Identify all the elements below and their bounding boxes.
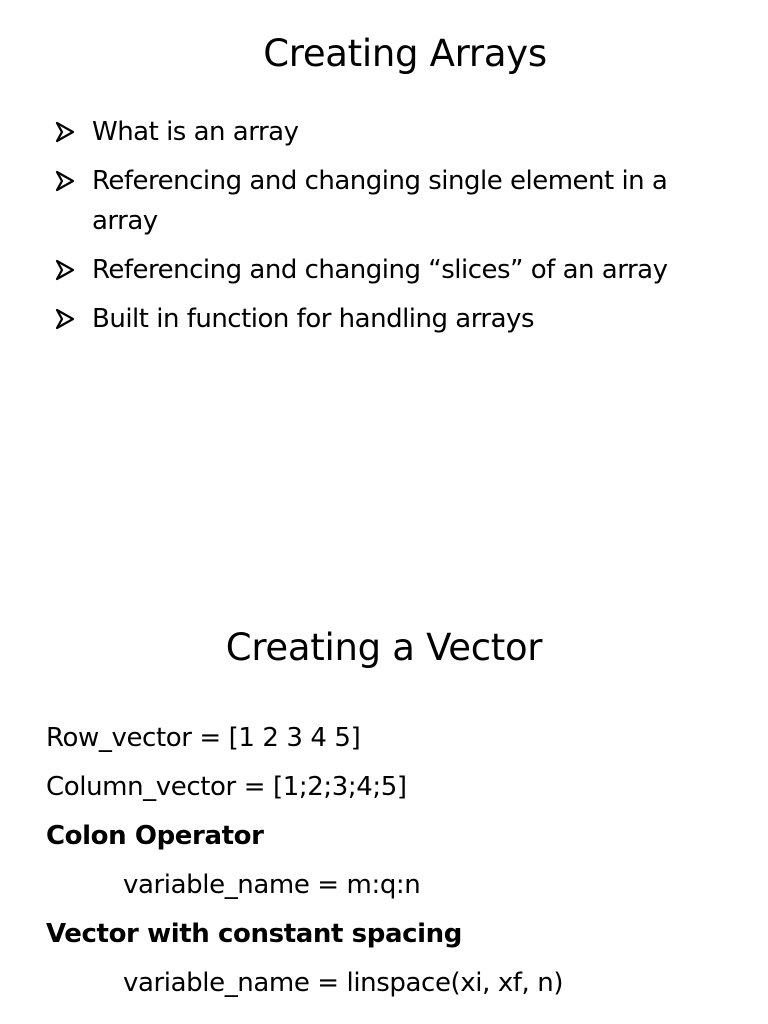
- column-vector-line: Column_vector = [1;2;3;4;5]: [46, 772, 407, 802]
- constant-spacing-heading: Vector with constant spacing: [46, 919, 462, 949]
- colon-operator-heading: Colon Operator: [46, 821, 264, 851]
- row-vector-line: Row_vector = [1 2 3 4 5]: [46, 723, 361, 753]
- colon-operator-syntax: variable_name = m:q:n: [123, 870, 421, 900]
- arrowhead-bullet-icon: [52, 299, 78, 339]
- arrowhead-bullet-icon: [52, 250, 78, 290]
- slide-title: Creating Arrays: [263, 32, 547, 75]
- bullet-text: What is an array: [92, 117, 299, 147]
- bullet-text: Built in function for handling arrays: [92, 304, 534, 334]
- slide-creating-a-vector: [0, 512, 768, 1024]
- list-item: [52, 299, 732, 339]
- slide-body: [46, 714, 746, 1008]
- slide-title: Creating a Vector: [225, 626, 543, 669]
- arrowhead-bullet-icon: [52, 112, 78, 152]
- list-item: [52, 112, 732, 152]
- bullet-text: Referencing and changing “slices” of an array: [92, 255, 668, 285]
- bullet-list: [52, 112, 732, 348]
- list-item: [52, 250, 732, 290]
- bullet-text: Referencing and changing single element in a array: [92, 166, 668, 236]
- list-item: [52, 161, 732, 241]
- linspace-syntax: variable_name = linspace(xi, xf, n): [123, 968, 564, 998]
- arrowhead-bullet-icon: [52, 161, 78, 201]
